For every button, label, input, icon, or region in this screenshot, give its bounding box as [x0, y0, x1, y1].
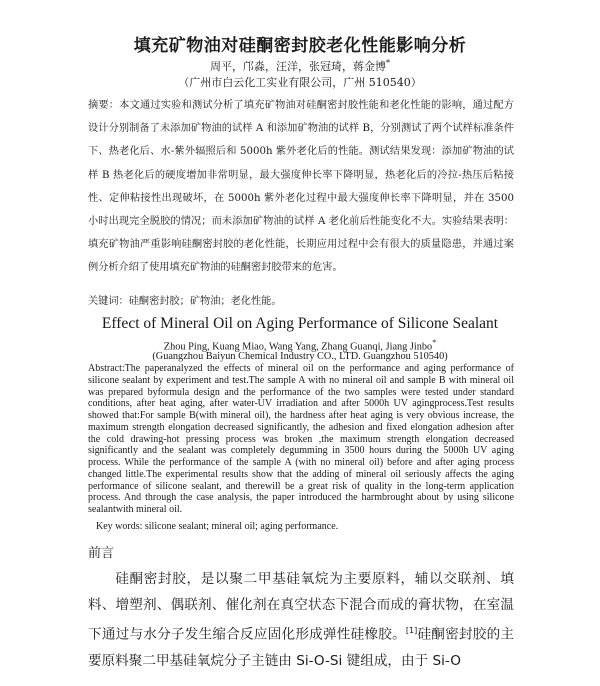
english-affiliation: (Guangzhou Baiyun Chemical Industry CO., LTD. Guangzhou 510540) — [152, 351, 448, 362]
intro-text-after-reference: 硅酮密封胶的主要原料聚二甲基硅氧烷分子主链由 Si-O-Si 键组成，由于 Si-O — [88, 626, 515, 669]
chinese-abstract: 摘要：本文通过实验和测试分析了填充矿物油对硅酮密封胶性能和老化性能的影响，通过配方设计分别制备了未添加矿物油的试样 A 和添加矿物油的试样 B，分别测试了两个试样标准条件下、热老化后、水-紫外辐照后和 5000h 紫外老化后的性能。测试结果发现：添加矿物油的试样 B 热老化后的硬度增加非常明显，最大强度伸长率下降明显，热老化后的冷拉-热压后粘接性、定伸粘接性出现破坏，在 5000h 紫外老化过程中最大强度伸长率下降明显，并在 3500 小时出现完全脱胶的情况；而未添加矿物油的试样 A 老化前后性能变化不大。实验结果表明：填充矿物油严重影响硅酮密封胶的老化性能，长期应用过程中会有很大的质量隐患，并通过案例分析介绍了使用填充矿物油的硅酮密封胶带来的危害。 — [88, 100, 514, 274]
chinese-author-names: 周平，邝淼，汪洋，张冠琦，蒋金博 — [210, 60, 386, 73]
intro-text-before-reference: 硅酮密封胶，是以聚二甲基硅氧烷为主要原料，辅以交联剂、填料、增塑剂、偶联剂、催化剂在真空状态下混合而成的膏状物，在室温下通过与水分子发生缩合反应固化形成弹性硅橡胶。 — [88, 571, 514, 643]
chinese-authors — [0, 58, 600, 74]
chinese-affiliation: （广州市白云化工实业有限公司，广州 510540） — [178, 76, 422, 89]
corresponding-author-mark: * — [386, 58, 390, 68]
introduction-paragraph — [88, 566, 514, 674]
english-corresponding-author-mark: * — [432, 338, 437, 347]
english-keywords: Key words: silicone sealant; mineral oil; aging performance. — [96, 521, 339, 532]
english-abstract: Abstract:The paperanalyzed the effects of mineral oil on the performance and aging performance of silicone sealant by experiment and test.The sample A with no mineral oil and sample B with mineral oil was prepared byformula design and the performance of the two samples were tested under standard conditions, after heat aging, after water-UV irradiation and after 5000h UV agingprocess.Test results showed that:For sample B(with mineral oil), the hardness after heat aging is very obvious increase, the maximum strength elongation decreased significantly, the adhesion and fixed elongation adhesion after the cold drawing-hot pressing process was broken ,the maximum strength elongation decreased significantly and the sealant was completely degumming in 3500 hours during the 5000h UV aging process. While the performance of the sample A (with no mineral oil) before and after aging process changed little.The experimental results show that the adding of mineral oil seriously affects the aging performance of silicone sealant, and therewill be a great risk of quality in the long-term application process. And through the case analysis, the paper introduced the harmbrought about by using silicone sealantwith mineral oil. — [88, 363, 514, 515]
english-author-names: Zhou Ping, Kuang Miao, Wang Yang, Zhang Guanqi, Jiang Jinbo — [163, 341, 433, 353]
chinese-title: 填充矿物油对硅酮密封胶老化性能影响分析 — [133, 36, 467, 56]
section-heading-preface: 前言 — [88, 546, 115, 561]
citation-reference: [1] — [405, 626, 418, 635]
chinese-keywords: 关键词：硅酮密封胶；矿物油；老化性能。 — [88, 296, 282, 307]
english-title: Effect of Mineral Oil on Aging Performance of Silicone Sealant — [101, 315, 499, 332]
